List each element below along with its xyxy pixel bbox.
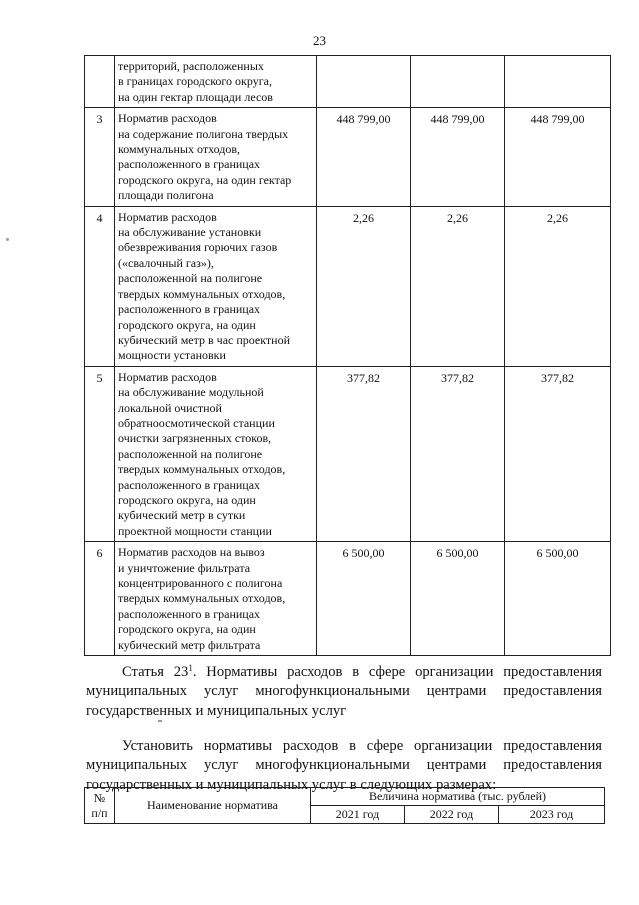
value-2023: 448 799,00 (505, 108, 611, 206)
value-2023 (505, 56, 611, 108)
table-row (85, 206, 611, 366)
value-2023: 2,26 (505, 206, 611, 366)
header-year-2021: 2021 год (311, 806, 405, 824)
table-row (85, 366, 611, 541)
norm-name: Норматив расходов на вывоз и уничтожение фильтрата концентрированного с полигона твердых коммунальных отходов, расположенного в границах городского округа, на один кубический метр фильтрата (115, 542, 317, 656)
header-col-values: Величина норматива (тыс. рублей) (311, 788, 605, 806)
article-superscript: 1 (188, 663, 193, 673)
article-title-line-3: государственных и муниципальных услуг (86, 702, 347, 719)
row-number: 3 (85, 108, 115, 206)
header-year-2022: 2022 год (405, 806, 499, 824)
article-title-line-1: . Нормативы расходов в сфере организации предоставления (192, 664, 602, 680)
article-title-line-2: муниципальных услуг многофункциональными центрами предоставления (86, 683, 602, 700)
header-col-name: Наименование норматива (115, 788, 311, 824)
value-2023: 377,82 (505, 366, 611, 541)
norm-name: Норматив расходов на обслуживание установки обезвреживания горючих газов («свалочный газ»), расположенной на полигоне твердых коммунальных отходов, расположенного в границах городского округа, на один кубический метр в час проектной мощности установки (115, 206, 317, 366)
intro-line-3: государственных и муниципальных услуг в следующих размерах: (86, 776, 497, 793)
row-number: 4 (85, 206, 115, 366)
value-2022: 2,26 (411, 206, 505, 366)
norm-name: Норматив расходов на содержание полигона твердых коммунальных отходов, расположенного в границах городского округа, на один гектар площади полигона (115, 108, 317, 206)
table-row (85, 542, 611, 656)
value-2023: 6 500,00 (505, 542, 611, 656)
value-2021: 448 799,00 (317, 108, 411, 206)
article-prefix: Статья 23 (122, 664, 189, 680)
article-heading (86, 663, 602, 721)
row-number (85, 56, 115, 108)
value-2022: 377,82 (411, 366, 505, 541)
value-2022 (411, 56, 505, 108)
intro-line-2: муниципальных услуг многофункциональными центрами предоставления (86, 757, 602, 774)
intro-line-1: Установить нормативы расходов в сфере организации предоставления (122, 738, 602, 754)
value-2022: 448 799,00 (411, 108, 505, 206)
norm-name: территорий, расположенных в границах городского округа, на один гектар площади лесов (115, 56, 317, 108)
scan-speck (6, 238, 9, 241)
row-number: 5 (85, 366, 115, 541)
table-row (85, 108, 611, 206)
norms-table (84, 55, 611, 656)
table-row (85, 56, 611, 108)
value-2021: 2,26 (317, 206, 411, 366)
value-2021 (317, 56, 411, 108)
norm-name: Норматив расходов на обслуживание модульной локальной очистной обратноосмотической станции очистки загрязненных стоков, расположенной на полигоне твердых коммунальных отходов, расположенного в границах городского округа, на один кубический метр в сутки проектной мощности станции (115, 366, 317, 541)
header-table (84, 787, 605, 824)
value-2022: 6 500,00 (411, 542, 505, 656)
header-col-num: № п/п (85, 788, 115, 824)
scan-speck (158, 720, 162, 722)
value-2021: 6 500,00 (317, 542, 411, 656)
row-number: 6 (85, 542, 115, 656)
value-2021: 377,82 (317, 366, 411, 541)
header-year-2023: 2023 год (499, 806, 605, 824)
page-number: 23 (313, 33, 326, 48)
